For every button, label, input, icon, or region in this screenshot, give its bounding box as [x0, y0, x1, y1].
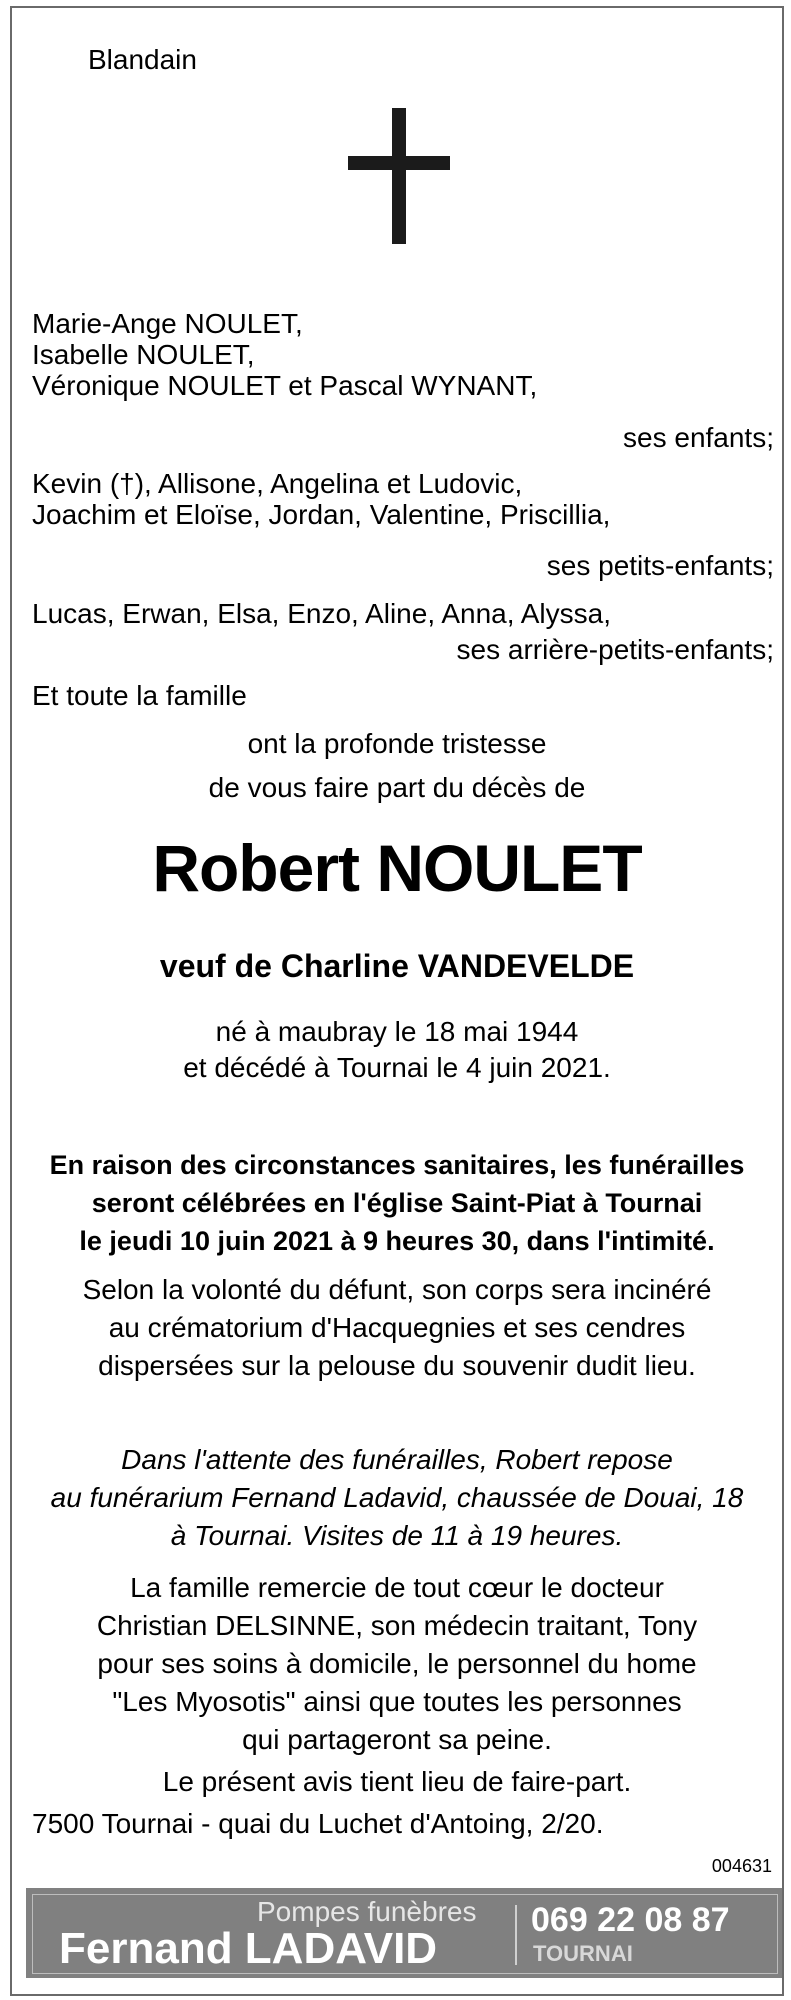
- banner-subtitle: Pompes funèbres: [257, 1896, 477, 1927]
- thanks-line: "Les Myosotis" ainsi que toutes les personnes: [112, 1686, 682, 1717]
- children-label: ses enfants;: [623, 422, 774, 453]
- child-name: Isabelle NOULET,: [32, 339, 255, 370]
- reference-number: 004631: [711, 1856, 772, 1876]
- child-name: Marie-Ange NOULET,: [32, 308, 303, 339]
- notice-line: Le présent avis tient lieu de faire-part.: [162, 1766, 632, 1797]
- banner-company-name: Fernand LADAVID: [59, 1924, 438, 1973]
- funeral-info: En raison des circonstances sanitaires, les funérailles: [49, 1150, 745, 1180]
- visit-info: à Tournai. Visites de 11 à 19 heures.: [170, 1520, 624, 1551]
- funeral-info: le jeudi 10 juin 2021 à 9 heures 30, dans l'intimité.: [79, 1226, 715, 1256]
- birth-info: né à maubray le 18 mai 1944: [215, 1016, 579, 1047]
- cross-icon: [392, 108, 406, 244]
- visit-info: Dans l'attente des funérailles, Robert repose: [121, 1444, 673, 1475]
- great-grandchildren-label: ses arrière-petits-enfants;: [456, 634, 774, 665]
- child-name: Véronique NOULET et Pascal WYNANT,: [32, 370, 538, 401]
- grandchildren-names: Kevin (†), Allisone, Angelina et Ludovic,: [32, 468, 523, 499]
- death-info: et décédé à Tournai le 4 juin 2021.: [183, 1052, 611, 1083]
- location-label: Blandain: [88, 44, 197, 75]
- grandchildren-label: ses petits-enfants;: [546, 550, 774, 581]
- announcement-line: de vous faire part du décès de: [208, 772, 586, 803]
- funeral-info: seront célébrées en l'église Saint-Piat à Tournai: [91, 1188, 703, 1218]
- banner-divider: [515, 1905, 517, 1965]
- thanks-line: La famille remercie de tout cœur le docteur: [130, 1572, 664, 1603]
- banner-town: TOURNAI: [533, 1941, 633, 1966]
- thanks-line: qui partageront sa peine.: [242, 1724, 552, 1755]
- grandchildren-names: Joachim et Eloïse, Jordan, Valentine, Priscillia,: [32, 499, 611, 530]
- cremation-info: Selon la volonté du défunt, son corps sera incinéré: [82, 1274, 712, 1305]
- address-line: 7500 Tournai - quai du Luchet d'Antoing, 2/20.: [32, 1808, 604, 1839]
- cremation-info: dispersées sur la pelouse du souvenir dudit lieu.: [98, 1350, 696, 1381]
- announcement-line: ont la profonde tristesse: [247, 728, 547, 759]
- funeral-home-banner: [26, 1888, 782, 1978]
- obituary-frame: [10, 6, 784, 1996]
- deceased-name: Robert NOULET: [152, 831, 642, 905]
- cremation-info: au crématorium d'Hacquegnies et ses cendres: [108, 1312, 686, 1343]
- visit-info: au funérarium Fernand Ladavid, chaussée de Douai, 18: [50, 1482, 744, 1513]
- banner-inner-border: [32, 1894, 778, 1974]
- thanks-line: Christian DELSINNE, son médecin traitant, Tony: [96, 1610, 698, 1641]
- cross-icon-bar: [348, 156, 450, 170]
- widow-of: veuf de Charline VANDEVELDE: [159, 948, 635, 984]
- all-family: Et toute la famille: [32, 680, 247, 711]
- thanks-line: pour ses soins à domicile, le personnel du home: [97, 1648, 697, 1679]
- great-grandchildren-names: Lucas, Erwan, Elsa, Enzo, Aline, Anna, Alyssa,: [32, 598, 611, 629]
- banner-phone: 069 22 08 87: [531, 1901, 730, 1939]
